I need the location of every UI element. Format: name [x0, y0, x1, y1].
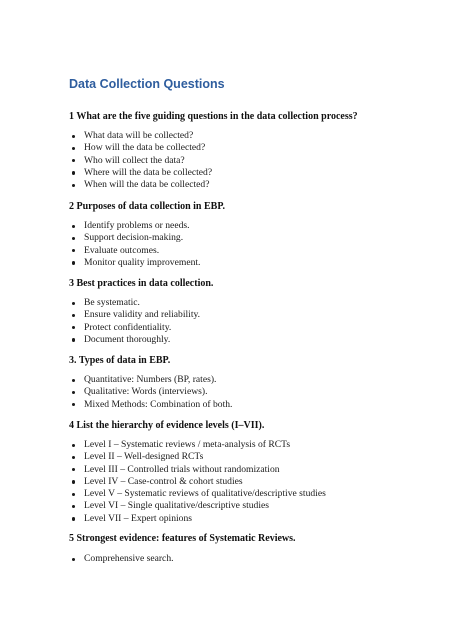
- section-heading-1: 1 What are the five guiding questions in the data collection process?: [69, 111, 358, 122]
- bullet-icon: [72, 505, 75, 508]
- section-heading-2: 2 Purposes of data collection in EBP.: [69, 201, 226, 212]
- list-item-text: Level III – Controlled trials without randomization: [84, 463, 280, 475]
- section-heading-4: 3. Types of data in EBP.: [69, 355, 171, 366]
- list-item-text: Level V – Systematic reviews of qualitative/descriptive studies: [84, 488, 326, 500]
- list-item-text: Evaluate outcomes.: [84, 244, 160, 256]
- list-item-text: Level I – Systematic reviews / meta-analysis of RCTs: [84, 439, 291, 450]
- bullet-icon: [72, 493, 75, 496]
- bullet-icon: [72, 261, 75, 264]
- list-item-text: Protect confidentiality.: [84, 321, 172, 333]
- bullet-icon: [72, 237, 75, 240]
- list-item-text: Level VII – Expert opinions: [84, 512, 192, 524]
- bullet-icon: [72, 184, 75, 187]
- list-item-text: How will the data be collected?: [84, 142, 206, 154]
- list-item-text: Who will collect the data?: [84, 154, 185, 166]
- list-item-text: Ensure validity and reliability.: [84, 309, 201, 321]
- section-heading-6: 5 Strongest evidence: features of Systematic Reviews.: [69, 533, 296, 544]
- bullet-icon: [72, 326, 75, 329]
- list-item-text: Qualitative: Words (interviews).: [84, 386, 208, 398]
- bullet-icon: [72, 517, 75, 520]
- bullet-icon: [72, 468, 75, 471]
- list-item-text: Be systematic.: [84, 297, 140, 308]
- list-item-text: Quantitative: Numbers (BP, rates).: [84, 374, 217, 385]
- bullet-icon: [72, 249, 75, 252]
- list-item-text: Mixed Methods: Combination of both.: [84, 398, 233, 410]
- bullet-icon: [72, 135, 75, 138]
- bullet-icon: [72, 159, 75, 162]
- bullet-icon: [72, 302, 75, 305]
- bullet-icon: [72, 225, 75, 228]
- bullet-icon: [72, 391, 75, 394]
- bullet-icon: [72, 480, 75, 483]
- list-item-text: Comprehensive search.: [84, 553, 174, 564]
- list-item-text: What data will be collected?: [84, 130, 194, 141]
- bullet-icon: [72, 379, 75, 382]
- list-item-text: Level II – Well-designed RCTs: [84, 451, 204, 463]
- document-title: Data Collection Questions: [69, 77, 225, 91]
- bullet-icon: [72, 314, 75, 317]
- section-heading-3: 3 Best practices in data collection.: [69, 278, 214, 289]
- list-item-text: When will the data be collected?: [84, 179, 210, 191]
- list-item-text: Support decision-making.: [84, 232, 184, 244]
- section-heading-5: 4 List the hierarchy of evidence levels (I–VII).: [69, 420, 265, 431]
- list-item-text: Identify problems or needs.: [84, 220, 190, 231]
- list-item-text: Level IV – Case-control & cohort studies: [84, 475, 243, 487]
- bullet-icon: [72, 403, 75, 406]
- list-item-text: Monitor quality improvement.: [84, 256, 201, 268]
- bullet-icon: [72, 444, 75, 447]
- bullet-icon: [72, 456, 75, 459]
- bullet-icon: [72, 338, 75, 341]
- list-item-text: Level VI – Single qualitative/descriptive studies: [84, 500, 269, 512]
- list-item-text: Document thoroughly.: [84, 333, 171, 345]
- list-item-text: Where will the data be collected?: [84, 166, 213, 178]
- bullet-icon: [72, 147, 75, 150]
- bullet-icon: [72, 171, 75, 174]
- bullet-icon: [72, 558, 75, 561]
